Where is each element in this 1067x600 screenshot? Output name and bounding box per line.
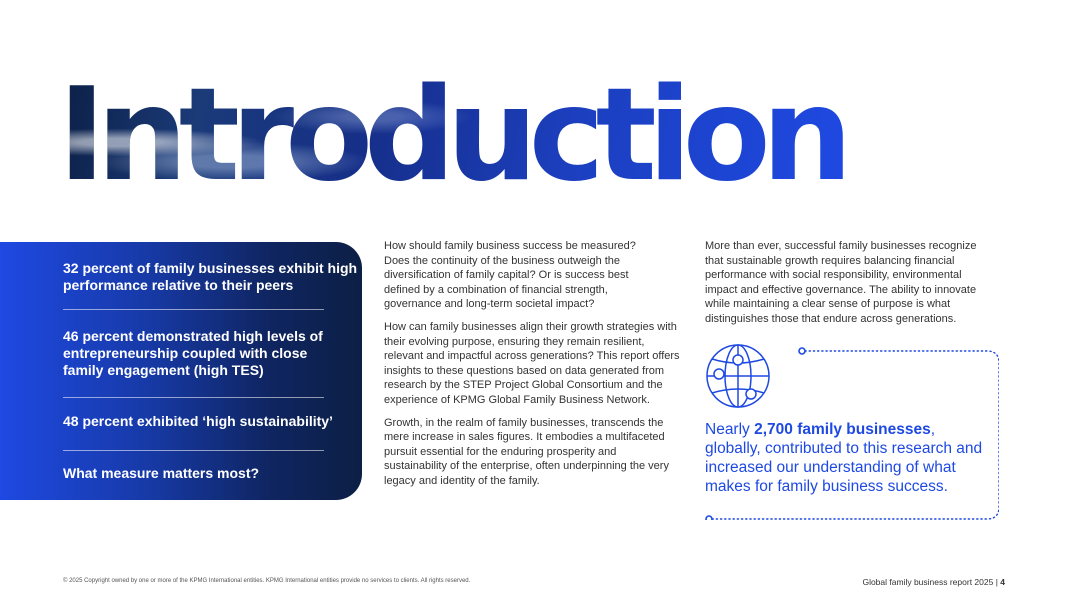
body-paragraph: How should family business success be measured? Does the continuity of the business outweigh the diversification of family capital? Or is success best defined by a combination of financial strength, governance and long-term societal impact? [384,240,636,311]
callout-suffix: , globally, contributed to this research and increased our understanding of what makes for family business success. [705,421,983,495]
highlight-divider [63,397,324,398]
highlight-item: 32 percent of family businesses exhibit high performance relative to their peers [63,260,358,293]
stat-callout [705,342,999,520]
highlight-item: 48 percent exhibited ‘high sustainability’ [63,413,333,429]
copyright-notice: © 2025 Copyright owned by one or more of the KPMG International entities. KPMG International entities provide no services to clients. All rights reserved. [63,578,471,584]
callout-text [705,420,990,496]
page-number: 4 [1000,577,1005,587]
highlight-divider [63,309,324,310]
highlights-panel [0,242,362,500]
page-footer [862,577,1005,587]
callout-prefix: Nearly [705,421,755,438]
report-name: Global family business report 2025 [862,577,994,587]
highlight-item: What measure matters most? [63,465,260,481]
body-paragraph: Growth, in the realm of family businesses, transcends the mere increase in sales figures. It embodies a multifaceted pursuit essential for the enduring prosperity and sustainability of the enterprise, often underpinning the very legacy and identity of the family. [384,416,669,487]
intro-column-2 [705,239,997,335]
footer-separator: | [993,577,1001,587]
page-title: Introduction [58,61,844,210]
body-paragraph: More than ever, successful family businesses recognize that sustainable growth requires balancing financial performance with social responsibility, environmental impact and effective governance. The ability to innovate while maintaining a clear sense of purpose is what distinguishes those that endure across generations. [705,240,977,325]
intro-column-1 [384,239,684,497]
highlight-item: 46 percent demonstrated high levels of entrepreneurship coupled with close family engagement (high TES) [63,328,323,378]
body-paragraph: How can family businesses align their growth strategies with their evolving purpose, ensuring they remain resilient, relevant and impactful across generations? This report offers insights to these questions based on data generated from research by the STEP Project Global Consortium and the experience of KPMG Global Family Business Network. [384,320,680,406]
highlight-divider [63,450,324,451]
globe-icon [705,343,773,411]
callout-emphasis: 2,700 family businesses [754,421,931,438]
